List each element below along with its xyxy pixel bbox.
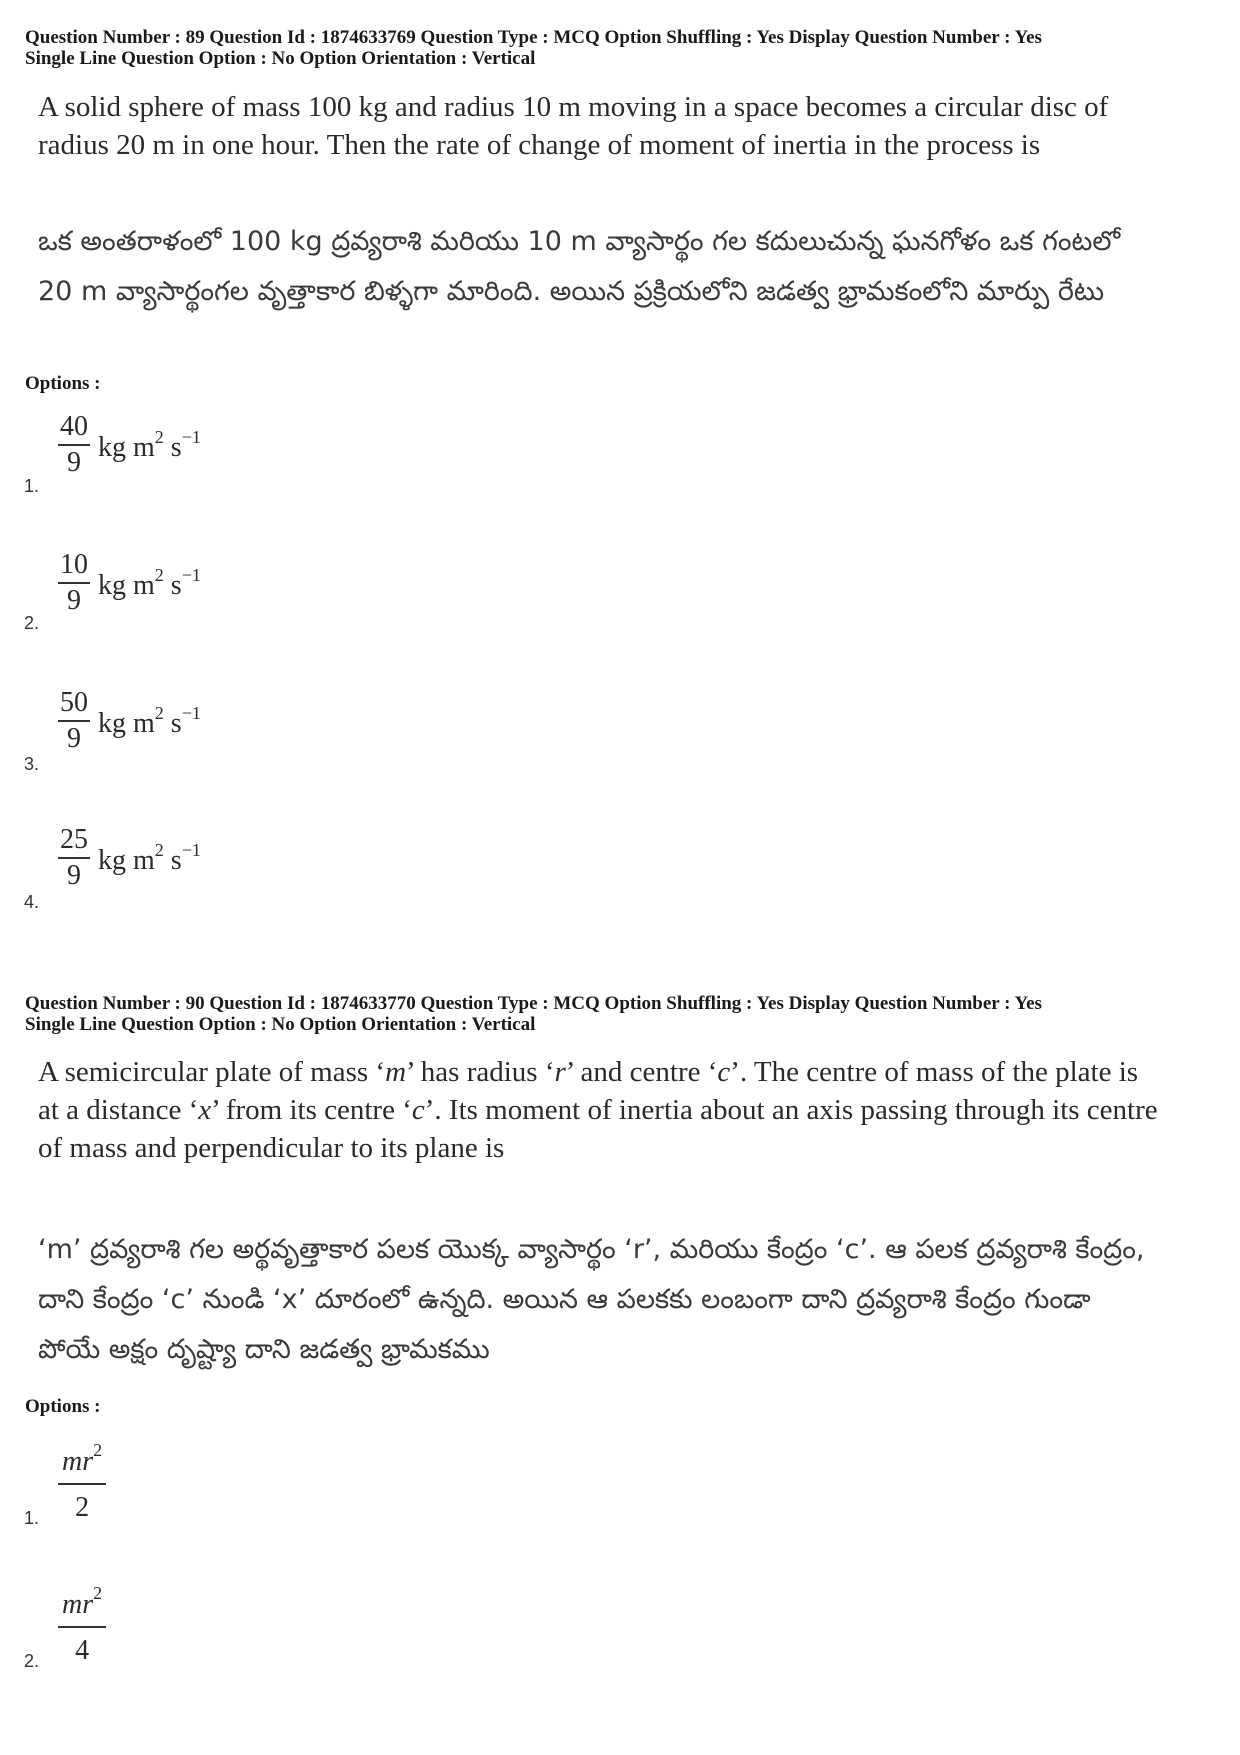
fraction-denominator: 2 <box>75 1492 90 1523</box>
variable-m: m <box>385 1056 407 1088</box>
unit <box>98 427 201 464</box>
fraction-numerator: 50 <box>58 688 90 722</box>
question-90-meta-line1: Question Number : 90 Question Id : 1874633770 Question Type : MCQ Option Shuffling : Yes Display Question Number : Yes <box>25 993 1042 1014</box>
text-segment: ’ from its centre ‘ <box>211 1094 412 1126</box>
q90-option-2-expression[interactable] <box>58 1578 106 1666</box>
question-90-text-english <box>38 1053 1158 1167</box>
unit-base: kg m <box>98 431 155 463</box>
question-89-text-telugu: ఒక అంతరాళంలో 100 kg ద్రవ్యరాశి మరియు 10 m వ్యాసార్థం గల కదులుచున్న ఘనగోళం ఒక గంటలో 20 m వ్యాసార్థంగల వృత్తాకార బిళ్ళగా మారింది. అయిన ప్రక్రియలోని జడత్వ భ్రామకంలోని మార్పు రేటు <box>38 226 1121 307</box>
unit-base: kg m <box>98 707 155 739</box>
fraction <box>58 825 90 891</box>
fraction-denominator: 9 <box>67 447 81 478</box>
variable-c: c <box>717 1056 731 1088</box>
question-89-text-english: A solid sphere of mass 100 kg and radius 10 m moving in a space becomes a circular disc of radius 20 m in one hour. Then the rate of change of moment of inertia in the process is <box>38 91 1109 161</box>
numerator-base: mr <box>62 1589 94 1620</box>
q89-option-2-expression[interactable] <box>58 550 201 616</box>
unit-exponent: 2 <box>154 839 164 860</box>
unit-exponent: 2 <box>154 702 164 723</box>
fraction-denominator: 9 <box>67 723 81 754</box>
q90-option-2-number[interactable]: 2. <box>24 1651 40 1671</box>
text-segment: ’. The centre of mass of the plate is at a distance ‘ <box>38 1056 1139 1126</box>
unit-seconds-exponent: −1 <box>181 564 201 585</box>
unit-seconds: s <box>170 431 182 463</box>
fraction <box>58 1578 106 1666</box>
fraction-numerator: 10 <box>58 550 90 584</box>
unit-exponent: 2 <box>154 426 164 447</box>
q89-option-2-number[interactable]: 2. <box>24 613 40 633</box>
variable-r: r <box>554 1056 566 1088</box>
fraction <box>58 550 90 616</box>
q90-option-1-number[interactable]: 1. <box>24 1508 40 1528</box>
q89-option-4-number[interactable]: 4. <box>24 892 40 912</box>
unit <box>98 703 201 740</box>
unit-seconds: s <box>170 707 182 739</box>
fraction-denominator: 9 <box>67 860 81 891</box>
unit-seconds-exponent: −1 <box>181 839 201 860</box>
text-segment: ’ and centre ‘ <box>565 1056 718 1088</box>
unit-base: kg m <box>98 844 155 876</box>
fraction-denominator: 9 <box>67 585 81 616</box>
question-89-meta-line2: Single Line Question Option : No Option Orientation : Vertical <box>25 48 536 69</box>
fraction <box>58 412 90 478</box>
unit-seconds-exponent: −1 <box>181 702 201 723</box>
fraction-numerator <box>58 1435 106 1485</box>
variable-x: x <box>198 1094 212 1126</box>
fraction-numerator <box>58 1578 106 1628</box>
q89-option-3-number[interactable]: 3. <box>24 754 40 774</box>
question-90-options-label: Options : <box>25 1396 101 1417</box>
unit <box>98 565 201 602</box>
unit-seconds: s <box>170 569 182 601</box>
unit-exponent: 2 <box>154 564 164 585</box>
text-segment: ’ has radius ‘ <box>406 1056 555 1088</box>
numerator-exponent: 2 <box>93 1583 103 1603</box>
fraction-denominator: 4 <box>75 1635 90 1666</box>
unit-seconds-exponent: −1 <box>181 426 201 447</box>
q89-option-3-expression[interactable] <box>58 688 201 754</box>
question-89-meta-line1: Question Number : 89 Question Id : 1874633769 Question Type : MCQ Option Shuffling : Yes Display Question Number : Yes <box>25 27 1042 48</box>
q90-option-1-expression[interactable] <box>58 1435 106 1523</box>
fraction-numerator: 40 <box>58 412 90 446</box>
question-89-options-label: Options : <box>25 373 101 394</box>
q89-option-1-number[interactable]: 1. <box>24 476 40 496</box>
fraction-numerator: 25 <box>58 825 90 859</box>
numerator-base: mr <box>62 1446 94 1477</box>
question-90-meta-line2: Single Line Question Option : No Option Orientation : Vertical <box>25 1014 536 1035</box>
variable-c: c <box>411 1094 425 1126</box>
q89-option-4-expression[interactable] <box>58 825 201 891</box>
unit-base: kg m <box>98 569 155 601</box>
unit-seconds: s <box>170 844 182 876</box>
numerator-exponent: 2 <box>93 1440 103 1460</box>
question-90-text-telugu: ‘m’ ద్రవ్యరాశి గల అర్థవృత్తాకార పలక యొక్క వ్యాసార్థం ‘r’, మరియు కేంద్రం ‘c’. ఆ పలక ద్రవ్యరాశి కేంద్రం, దాని కేంద్రం ‘c’ నుండి ‘x’ దూరంలో ఉన్నది. అయిన ఆ పలకకు లంబంగా దాని ద్రవ్యరాశి కేంద్రం గుండా పోయే అక్షం దృష్ట్యా దాని జడత్వ భ్రామకము <box>38 1234 1145 1365</box>
text-segment: ’. Its moment of inertia about an axis passing through its centre of mass and perpendicular to its plane is <box>38 1094 1158 1164</box>
q89-option-1-expression[interactable] <box>58 412 201 478</box>
text-segment: A semicircular plate of mass ‘ <box>38 1056 386 1088</box>
fraction <box>58 1435 106 1523</box>
unit <box>98 840 201 877</box>
fraction <box>58 688 90 754</box>
